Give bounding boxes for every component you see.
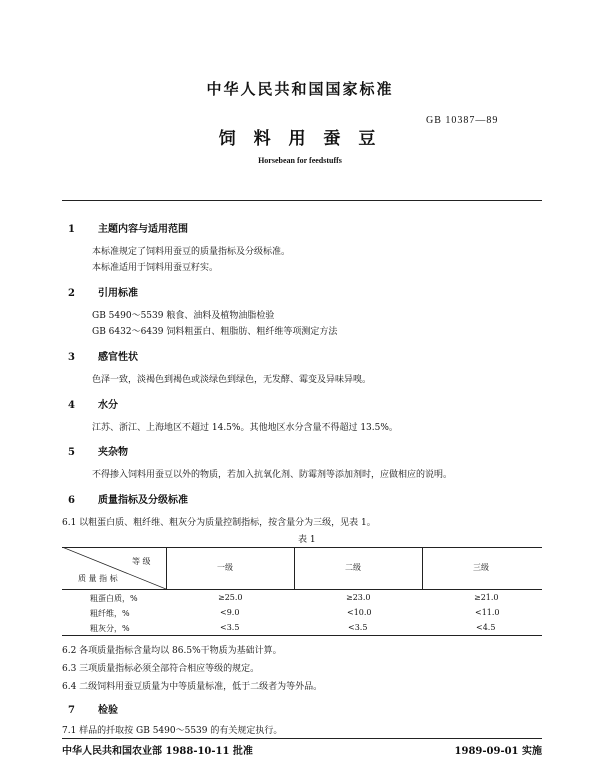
section-3-heading: 3 感官性状 [68, 352, 138, 363]
table-header-indicator: 质 量 指 标 [78, 574, 118, 583]
section-7-heading: 7 检验 [68, 705, 118, 716]
standard-name: 中华人民共和国国家标准 [206, 80, 394, 98]
row-label-fiber: 粗纤维，% [90, 609, 130, 618]
clause-6-2: 6.2 各项质量指标含量均以 86.5%干物质为基础计算。 [62, 646, 282, 656]
section-2-heading: 2 引用标准 [68, 288, 138, 299]
cell-fiber-grade-2: <10.0 [347, 608, 372, 617]
section-5-line-1: 不得掺入饲料用蚕豆以外的物质，若加入抗氧化剂、防霉剂等添加剂时，应做相应的说明。 [92, 470, 453, 480]
section-3-line-1: 色泽一致，淡褐色到褐色或淡绿色到绿色，无发酵、霉变及异味异嗅。 [92, 375, 372, 385]
approval-line: 中华人民共和国农业部 1988-10-11 批准 [62, 746, 253, 757]
section-6-heading: 6 质量指标及分级标准 [68, 495, 188, 506]
document-title-en: Horsebean for feedstuffs [258, 156, 342, 165]
footer-divider [62, 738, 542, 739]
section-1-heading: 1 主题内容与适用范围 [68, 224, 188, 235]
section-4-line-1: 江苏、浙江、上海地区不超过 14.5%。其他地区水分含量不得超过 13.5%。 [92, 423, 398, 433]
column-header-grade-3: 三级 [473, 563, 489, 572]
standard-code: GB 10387—89 [426, 115, 499, 126]
column-header-grade-1: 一级 [217, 563, 233, 572]
table-title: 表 1 [298, 535, 316, 545]
cell-ash-grade-3: <4.5 [476, 623, 496, 632]
cell-protein-grade-2: ≥23.0 [346, 593, 371, 602]
clause-6-3: 6.3 三项质量指标必须全部符合相应等级的规定。 [62, 664, 260, 674]
section-1-line-1: 本标准规定了饲料用蚕豆的质量指标及分级标准。 [92, 247, 291, 257]
table-header-grade: 等 级 [132, 557, 151, 566]
clause-6-1: 6.1 以粗蛋白质、粗纤维、粗灰分为质量控制指标，按含量分为三级，见表 1。 [62, 518, 376, 528]
column-header-grade-2: 二级 [345, 563, 361, 572]
cell-protein-grade-1: ≥25.0 [218, 593, 243, 602]
section-5-heading: 5 夹杂物 [68, 447, 128, 458]
row-label-ash: 粗灰分，% [90, 624, 130, 633]
section-4-heading: 4 水分 [68, 400, 118, 411]
cell-ash-grade-1: <3.5 [220, 623, 240, 632]
row-label-protein: 粗蛋白质，% [90, 594, 138, 603]
table-bottom-rule [62, 635, 542, 636]
quality-table [62, 547, 542, 635]
clause-7-1: 7.1 样品的扦取按 GB 5490～5539 的有关规定执行。 [62, 726, 283, 736]
cell-ash-grade-2: <3.5 [348, 623, 368, 632]
section-1-line-2: 本标准适用于饲料用蚕豆籽实。 [92, 263, 219, 273]
header-divider [62, 200, 542, 201]
cell-fiber-grade-3: <11.0 [475, 608, 500, 617]
cell-fiber-grade-1: <9.0 [220, 608, 240, 617]
cell-protein-grade-3: ≥21.0 [474, 593, 499, 602]
document-title: 饲 料 用 蚕 豆 [218, 129, 382, 149]
section-2-line-2: GB 6432～6439 饲料粗蛋白、粗脂肪、粗纤维等项测定方法 [92, 327, 338, 337]
effective-date: 1989-09-01 实施 [454, 746, 542, 757]
section-2-line-1: GB 5490～5539 粮食、油料及植物油脂检验 [92, 311, 275, 321]
table-header-rule [62, 589, 542, 590]
clause-6-4: 6.4 二级饲料用蚕豆质量为中等质量标准，低于二级者为等外品。 [62, 682, 323, 692]
